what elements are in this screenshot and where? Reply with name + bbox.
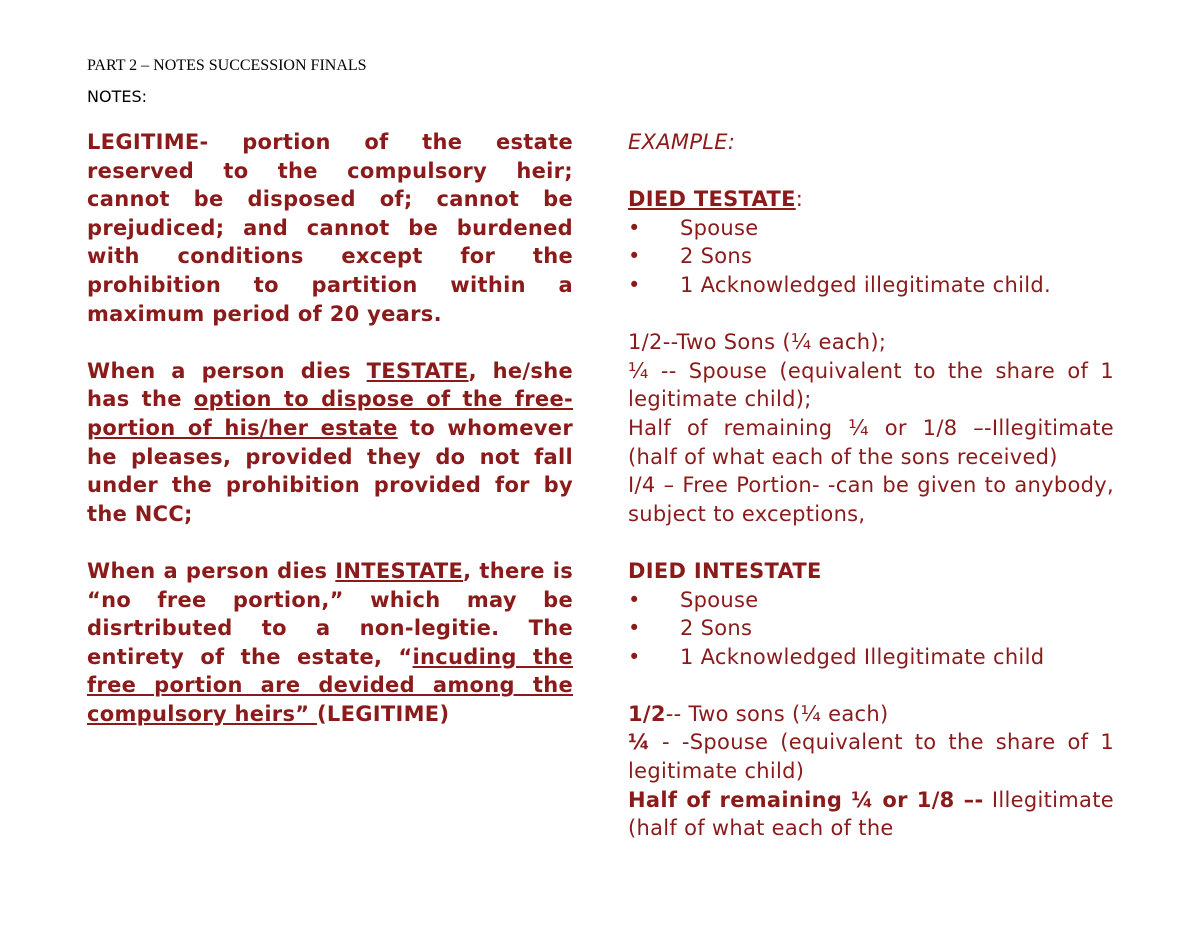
intestate-shares bbox=[628, 700, 1114, 843]
share-line: I/4 – Free Portion- -can be given to anybody, subject to exceptions, bbox=[628, 473, 1114, 526]
share-line bbox=[628, 786, 1114, 843]
share-text: Illegitimate (half of what each of the bbox=[628, 787, 1114, 841]
testate-mid: , he/she has the bbox=[87, 358, 573, 412]
testate-post: to whomever he pleases, provided they do not fall under the prohibition provided for by the NCC; bbox=[87, 415, 573, 526]
share-fraction: 1/2 bbox=[628, 701, 666, 726]
share-text: -- Two sons (¼ each) bbox=[665, 701, 889, 726]
right-column bbox=[628, 128, 1114, 843]
list-item: • 1 Acknowledged illegitimate child. bbox=[628, 271, 1114, 300]
share-line: 1/2--Two Sons (¼ each); bbox=[628, 330, 887, 355]
list-item: • 2 Sons bbox=[628, 242, 1114, 271]
list-item: • Spouse bbox=[628, 214, 1114, 243]
share-line bbox=[628, 700, 1114, 729]
share-fraction: ¼ bbox=[628, 730, 651, 755]
testate-shares bbox=[628, 328, 1114, 528]
share-fraction: Half of remaining ¼ or 1/8 –- bbox=[628, 787, 984, 812]
list-item: • 1 Acknowledged Illegitimate child bbox=[628, 643, 1114, 672]
intestate-paragraph bbox=[87, 557, 573, 729]
share-line: Half of remaining ¼ or 1/8 –-Illegitimate (half of what each of the sons received) bbox=[628, 415, 1114, 469]
intestate-pre: When a person dies bbox=[87, 558, 336, 583]
intestate-post: (LEGITIME) bbox=[316, 701, 450, 726]
share-text: - -Spouse (equivalent to the share of 1 legitimate child) bbox=[628, 730, 1114, 784]
testate-term: TESTATE bbox=[366, 358, 469, 383]
intestate-term: INTESTATE bbox=[335, 558, 464, 583]
died-testate-colon: : bbox=[795, 187, 804, 212]
list-item: • 2 Sons bbox=[628, 614, 1114, 643]
testate-pre: When a person dies bbox=[87, 358, 367, 383]
intestate-heirs-list bbox=[628, 586, 1114, 672]
share-line bbox=[628, 728, 1114, 785]
left-column bbox=[87, 128, 573, 728]
example-label: EXAMPLE: bbox=[628, 130, 736, 154]
died-intestate-heading: DIED INTESTATE bbox=[628, 558, 822, 583]
legitime-definition: LEGITIME- portion of the estate reserved to the compulsory heir; cannot be disposed of; cannot be prejudiced; and cannot be burdened with conditions except for the prohibition to partition within a maximum period of 20 years. bbox=[87, 130, 573, 326]
testate-option: option to dispose of the free-portion of his/her estate bbox=[87, 387, 573, 440]
share-line: ¼ -- Spouse (equivalent to the share of 1 legitimate child); bbox=[628, 358, 1114, 412]
intestate-quote: incuding the free portion are devided among the compulsory heirs” bbox=[87, 644, 574, 726]
testate-paragraph bbox=[87, 357, 573, 529]
died-testate-heading bbox=[628, 185, 1114, 214]
died-testate-title: DIED TESTATE bbox=[628, 187, 796, 212]
intestate-mid: , there is “no free portion,” which may be disrtributed to a non-legitie. The entirety of the estate, “ bbox=[87, 558, 573, 669]
notes-label: NOTES: bbox=[87, 87, 147, 106]
list-item: • Spouse bbox=[628, 586, 1114, 615]
testate-heirs-list bbox=[628, 214, 1114, 300]
document-header: PART 2 – NOTES SUCCESSION FINALS bbox=[87, 57, 367, 74]
